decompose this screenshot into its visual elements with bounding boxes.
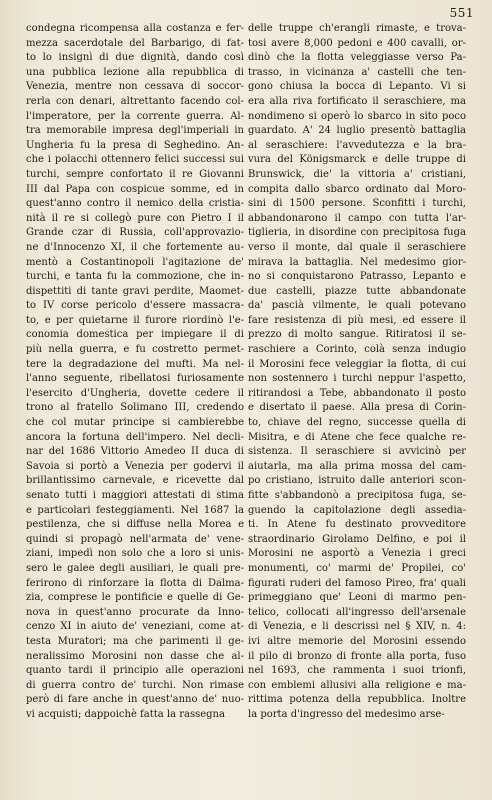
text-line: però di fare anche in quest'anno de' nuo- xyxy=(26,694,244,706)
text-line: to IV corse pericolo d'essere massacra- xyxy=(26,300,244,312)
text-line: gono chiusa la bocca di Lepanto. Vi si xyxy=(248,81,466,93)
text-line: mentò a Costantinopoli l'agitazione de' xyxy=(26,256,244,268)
text-line: compita dallo sbarco ordinato dal Moro- xyxy=(248,183,466,195)
text-line: no si conquistarono Patrasso, Lepanto e xyxy=(248,271,466,283)
text-line: vura del Königsmarck e delle truppe di xyxy=(248,154,466,166)
text-line: brillantissimo carnevale, e ricevette dal xyxy=(26,475,244,487)
text-line: to lo insignì di due dignità, dando così xyxy=(26,52,244,64)
text-line: l'anno seguente, ribellatosi furiosamente xyxy=(26,373,244,385)
text-line: Brunswick, die' la vittoria a' cristiani, xyxy=(248,168,466,180)
text-line: verso il monte, dal quale il seraschiere xyxy=(248,241,466,253)
left-column xyxy=(26,22,244,723)
text-line: rerla con denari, altrettanto facendo col- xyxy=(26,95,244,107)
text-line: nel 1693, che rammenta i suoi trionfi, xyxy=(248,665,466,677)
text-line: dinò che la flotta veleggiasse verso Pa- xyxy=(248,52,466,64)
text-line: che col mutar principe si cambierebbe xyxy=(26,417,244,429)
text-line: tiglieria, in disordine con precipitosa fuga xyxy=(248,227,466,239)
text-line: ferirono di rinforzare la flotta di Dalma- xyxy=(26,577,244,589)
text-line: una pubblica lezione alla repubblica di xyxy=(26,66,244,78)
text-line: trono al fratello Solimano III, credendo xyxy=(26,402,244,414)
text-line: nova in quest'anno procurate da Inno- xyxy=(26,606,244,618)
text-line: senato tutti i maggiori attestati di stima xyxy=(26,490,244,501)
text-line: po cristiano, istruito dalle anteriori scon- xyxy=(248,475,466,487)
text-line: più nella guerra, e fu costretto permet- xyxy=(26,344,244,356)
text-line: straordinario Girolamo Delfino, e poi il xyxy=(248,533,466,545)
text-line: nar del 1686 Vittorio Amedeo II duca di xyxy=(26,446,244,458)
text-line: nità il re si collegò pure con Pietro I il xyxy=(26,212,244,224)
text-line: l'imperatore, per la corrente guerra. Al- xyxy=(26,110,244,122)
text-line: quindi si propagò nell'armata de' vene- xyxy=(26,533,244,545)
text-line: sistenza. Il seraschiere si avvicinò per xyxy=(248,446,466,458)
text-line: era alla riva fortificato il seraschiere, ma xyxy=(248,95,466,107)
text-line: quanto tardi il principio alle operazioni xyxy=(26,665,244,677)
text-line: to, chiave del regno, successe quella di xyxy=(248,417,466,429)
text-line: fitte s'abbandonò a precipitosa fuga, se- xyxy=(248,490,466,501)
text-line: Morosini ne asportò a Venezia i greci xyxy=(248,548,466,560)
text-line: prezzo di molto sangue. Ritiratosi il se- xyxy=(248,329,466,341)
text-line: zia, comprese le pontificie e quelle di Ge- xyxy=(26,592,244,604)
text-line: Venezia, mentre non cessava di soccor- xyxy=(26,81,244,93)
text-line: rittima potenza della repubblica. Inoltre xyxy=(248,694,466,706)
text-line: vi acquisti; dappoichè fatta la rassegna xyxy=(26,708,225,720)
text-line: Misitra, e di Atene che fece qualche re- xyxy=(248,431,466,443)
text-line: guendo la capitolazione degli assedia- xyxy=(248,504,466,516)
text-line: mirava la battaglia. Nel medesimo gior- xyxy=(248,256,466,268)
text-line: abbandonarono il campo con tutta l'ar- xyxy=(248,212,466,224)
text-line: non sostennero i turchi neppur l'aspetto, xyxy=(248,373,466,385)
page-number: 551 xyxy=(449,6,474,20)
text-line: nondimeno si operò lo sbarco in sito poco xyxy=(248,110,466,122)
text-line: figurati ruderi del famoso Pireo, fra' quali xyxy=(248,577,466,589)
text-line: da' pascià vilmente, le quali potevano xyxy=(248,300,466,312)
text-line: Ungheria fu la presa di Seghedino. An- xyxy=(26,139,244,151)
text-line: ancora la fortuna dell'impero. Nel decli- xyxy=(26,431,244,443)
text-line: aiutarla, ma alla prima mossa del cam- xyxy=(248,460,466,472)
text-line: che i polacchi ottennero felici successi sui xyxy=(26,154,244,166)
text-line: ne d'Innocenzo XI, il che fortemente au- xyxy=(26,241,244,253)
text-line: telico, collocati all'ingresso dell'arsenale xyxy=(248,606,466,618)
text-line: cenzo XI in aiuto de' veneziani, come at- xyxy=(26,621,244,633)
text-line: condegna ricompensa alla costanza e fer- xyxy=(26,23,244,34)
text-line: tere la degradazione del mufti. Ma nel- xyxy=(26,358,244,370)
text-line: pestilenza, che si diffuse nella Morea e xyxy=(26,519,244,531)
text-line: delle truppe ch'erangli rimaste, e trova- xyxy=(248,23,466,34)
text-line: raschiere a Corinto, colà senza indugio xyxy=(248,344,466,356)
text-line: tra memorabile impresa degl'imperiali in xyxy=(26,125,244,137)
text-line: III dal Papa con cospicue somme, ed in xyxy=(26,183,244,195)
text-line: sini di 1500 persone. Sconfitti i turchi, xyxy=(248,198,466,210)
right-column xyxy=(248,22,466,723)
text-line: sero le galee degli ausiliari, le quali pre- xyxy=(26,562,244,574)
text-line: di guerra contro de' turchi. Non rimase xyxy=(26,679,244,691)
text-line: ivi altre memorie del Morosini essendo xyxy=(248,635,466,647)
text-line: turchi, sempre confortato il re Giovanni xyxy=(26,168,244,180)
text-line: tosi avere 8,000 pedoni e 400 cavalli, or- xyxy=(248,37,466,49)
text-line: quest'anno contro il nemico della cristia- xyxy=(26,198,244,210)
text-line: fare resistenza di più mesi, ed essere il xyxy=(248,314,466,326)
text-line: conomia domestica per impiegare il di xyxy=(26,329,244,341)
text-line: la porta d'ingresso del medesimo arse- xyxy=(248,708,445,720)
text-line: al seraschiere: l'avvedutezza e la bra- xyxy=(248,139,466,151)
text-line: testa Muratori; ma che parimenti il ge- xyxy=(26,635,244,647)
text-line: guardato. A' 24 luglio presentò battaglia xyxy=(248,125,466,137)
text-line: neralissimo Morosini non dasse che al- xyxy=(26,650,244,662)
text-line: con emblemi allusivi alla religione e ma- xyxy=(248,679,466,691)
text-line: dispettiti di tante gravi perdite, Maomet- xyxy=(26,285,244,297)
text-line: l'esercito d'Ungheria, dovette cedere il xyxy=(26,387,244,399)
text-line: ti. In Atene fu destinato provveditore xyxy=(248,519,466,531)
text-line: e particolari festeggiamenti. Nel 1687 la xyxy=(26,504,244,516)
text-line: Savoia si portò a Venezia per godervi il xyxy=(26,460,244,472)
text-line: monumenti, co' marmi de' Propilei, co' xyxy=(248,562,466,574)
text-line: di Venezia, e li descrissi nel § XIV, n. 4: xyxy=(248,621,466,633)
text-line: il Morosini fece veleggiar la flotta, di cui xyxy=(248,358,466,370)
text-line: trasso, in vicinanza a' castelli che ten- xyxy=(248,66,466,78)
text-line: to, e per quietarne il furore riordinò l'e- xyxy=(26,314,244,326)
text-line: turchi, e tanta fu la commozione, che in- xyxy=(26,271,244,283)
text-line: mezza sacerdotale del Barbarigo, di fat- xyxy=(26,37,244,49)
text-line: ziani, impedì non solo che a loro si unis- xyxy=(26,548,244,560)
text-line: due castelli, piazze tutte abbandonate xyxy=(248,285,466,297)
text-line: il pilo di bronzo di fronte alla porta, fuso xyxy=(248,650,466,662)
text-line: ritirandosi a Tebe, abbandonato il posto xyxy=(248,387,466,399)
text-line: Grande czar di Russia, coll'approvazio- xyxy=(26,227,244,239)
text-line: e disertato il paese. Alla presa di Corin- xyxy=(248,402,466,414)
text-line: primeggiano que' Leoni di marmo pen- xyxy=(248,592,466,604)
